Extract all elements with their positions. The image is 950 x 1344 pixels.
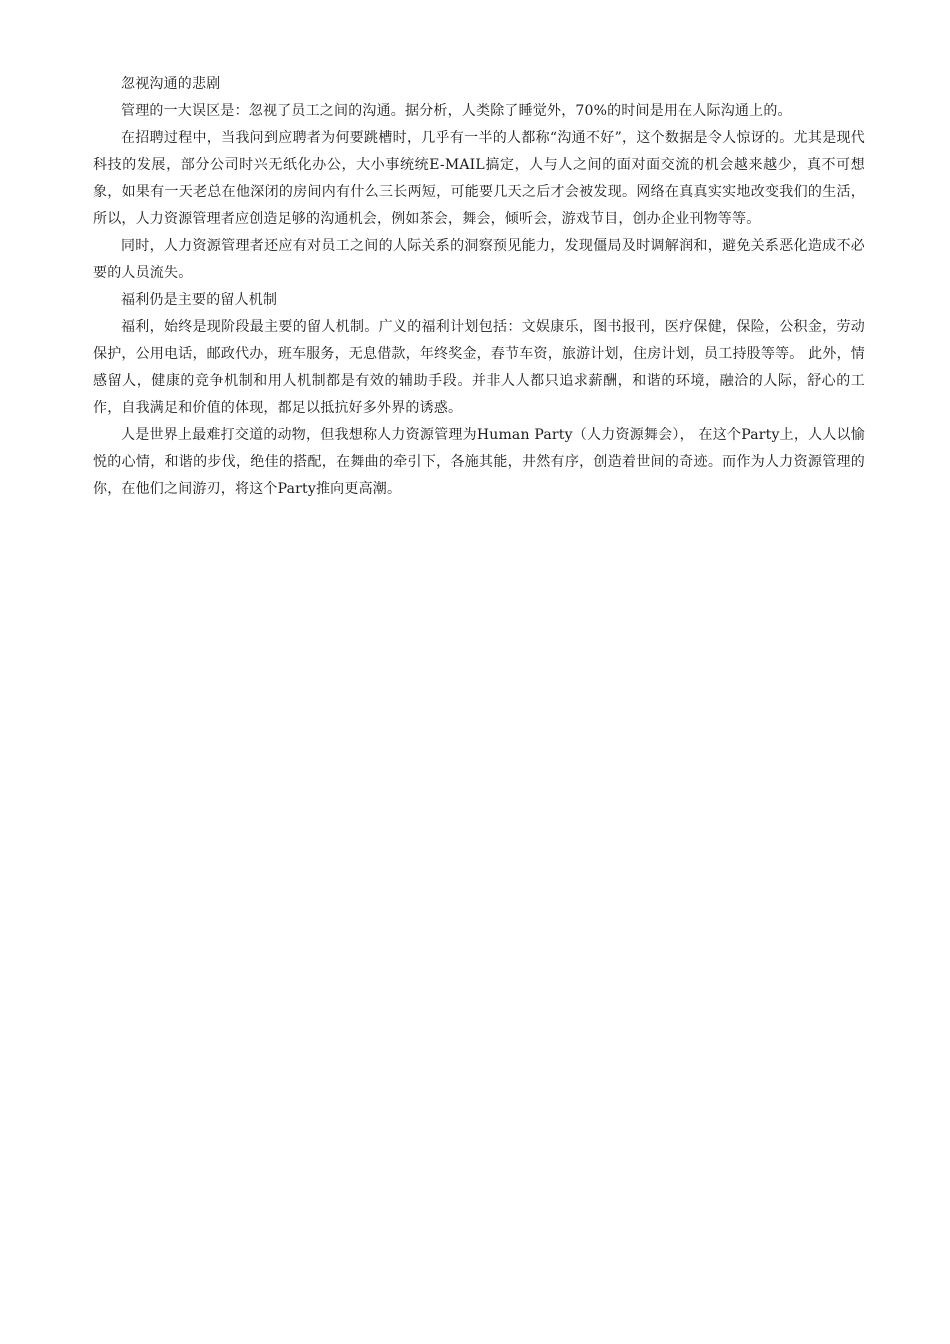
paragraph-communication-intro: 管理的一大误区是：忽视了员工之间的沟通。据分析，人类除了睡觉外，70%的时间是用在人际沟通上的。	[121, 103, 792, 119]
paragraph-relationships: 同时，人力资源管理者还应有对员工之间的人际关系的洞察预见能力，发现僵局及时调解润和，避免关系恶化造成不必要的人员流失。	[93, 238, 865, 281]
paragraph-human-party: 人是世界上最难打交道的动物，但我想称人力资源管理为Human Party（人力资源舞会）， 在这个Party上，人人以愉悦的心情，和谐的步伐，绝佳的搭配，在舞曲的牵引下，各施其能，井然有序，创造着世间的奇迹。而作为人力资源管理的你，在他们之间游刃，将这个Party推向更高潮。	[93, 427, 865, 497]
section-heading-welfare: 福利仍是主要的留人机制	[121, 292, 278, 308]
paragraph-welfare: 福利，始终是现阶段最主要的留人机制。广义的福利计划包括：文娱康乐，图书报刊，医疗保健，保险，公积金，劳动保护，公用电话，邮政代办，班车服务，无息借款，年终奖金，春节车资，旅游计划，住房计划，员工持股等等。 此外，情感留人，健康的竞争机制和用人机制都是有效的辅助手段。并非人人都只追求薪酬，和谐的环境，融洽的人际，舒心的工作，自我满足和价值的体现，都足以抵抗好多外界的诱惑。	[93, 319, 865, 416]
document-page	[93, 71, 865, 503]
section-heading-communication: 忽视沟通的悲剧	[121, 76, 221, 92]
paragraph-recruiting: 在招聘过程中，当我问到应聘者为何要跳槽时，几乎有一半的人都称“沟通不好”，这个数据是令人惊讶的。尤其是现代科技的发展，部分公司时兴无纸化办公，大小事统统E-MAIL搞定，人与人之间的面对面交流的机会越来越少，真不可想象，如果有一天老总在他深闭的房间内有什么三长两短，可能要几天之后才会被发现。网络在真真实实地改变我们的生活，所以，人力资源管理者应创造足够的沟通机会，例如茶会，舞会，倾听会，游戏节目，创办企业刊物等等。	[93, 130, 865, 227]
